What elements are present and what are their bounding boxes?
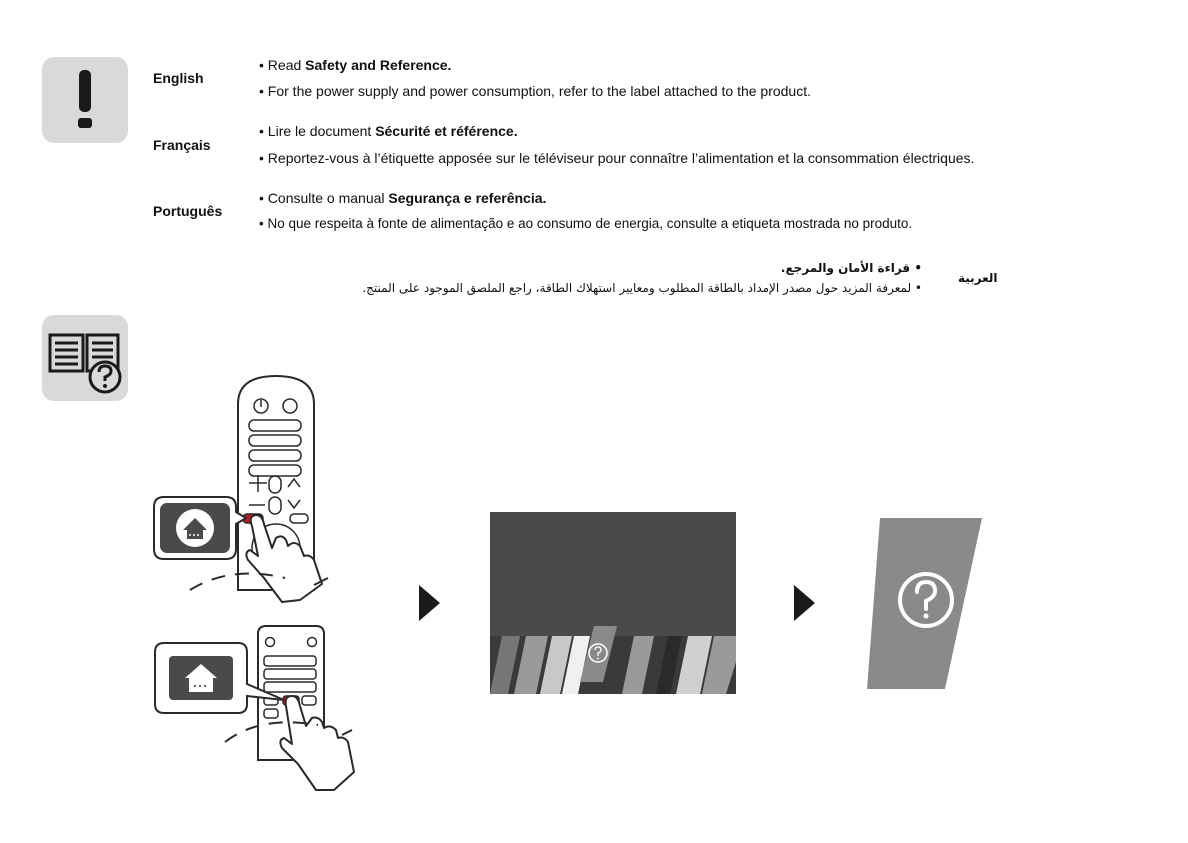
portuguese-line-1: • Consulte o manual Segurança e referência. (259, 190, 547, 206)
lang-label-arabic: العربية (958, 271, 998, 285)
arabic-line-2: • لمعرفة المزيد حول مصدر الإمداد بالطاقة المطلوب ومعايير استهلاك الطاقة، راجع الملصق الموجود على المنتج. (362, 281, 922, 295)
arrow-right-icon (794, 585, 815, 621)
english-line-2: • For the power supply and power consumption, refer to the label attached to the product. (259, 83, 812, 99)
portuguese-line-2: • No que respeita à fonte de alimentação e ao consumo de energia, consulte a etiqueta mostrada no produto. (259, 216, 913, 231)
french-line-2: • Reportez-vous à l’étiquette apposée sur le téléviseur pour connaître l’alimentation et la consommation électriques. (259, 150, 975, 166)
home-callout-1 (154, 497, 246, 559)
lang-label-portuguese: Português (153, 203, 223, 219)
arabic-line-1: • قراءة الأمان والمرجع. (780, 261, 922, 275)
tv-home-screen (490, 512, 736, 694)
help-tile-enlarged (867, 518, 982, 689)
lang-label-french: Français (153, 137, 211, 153)
french-line-1: • Lire le document Sécurité et référence. (259, 123, 518, 139)
lang-label-english: English (153, 70, 204, 86)
arrow-right-icon (419, 585, 440, 621)
english-line-1: • Read Safety and Reference. (259, 57, 452, 73)
